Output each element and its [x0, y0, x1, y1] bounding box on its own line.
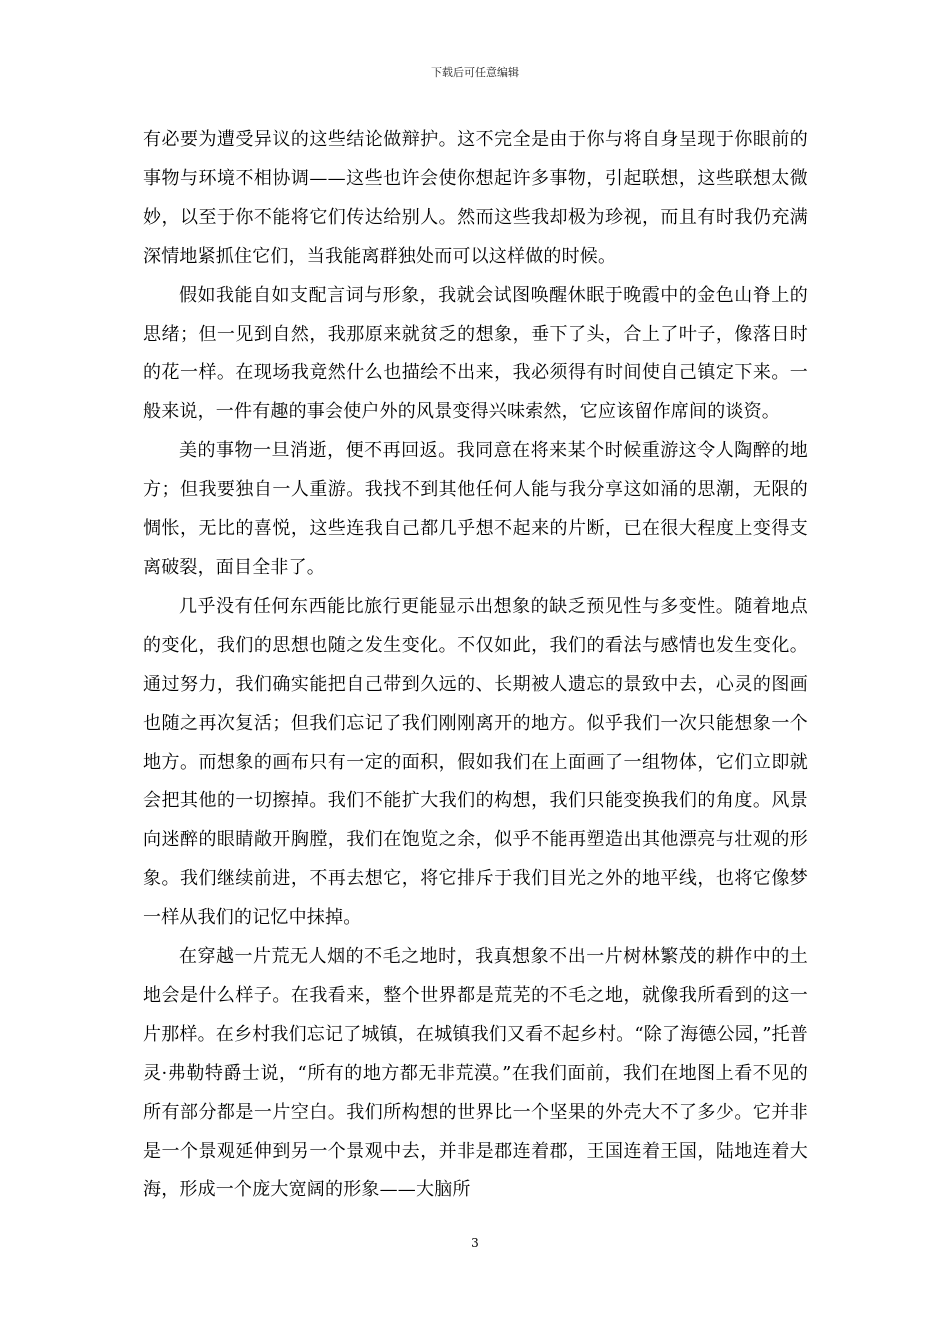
page-header: 下载后可任意编辑 [431, 66, 519, 79]
paragraph-3: 美的事物一旦消逝，便不再回返。我同意在将来某个时候重游这令人陶醉的地方；但我要独自一人重游。我找不到其他任何人能与我分享这如涌的思潮，无限的惆怅，无比的喜悦，这些连我自己都几乎想不起来的片断，已在很大程度上变得支离破裂，面目全非了。 [143, 440, 808, 578]
body-text [143, 121, 808, 1210]
paragraph-4: 几乎没有任何东西能比旅行更能显示出想象的缺乏预见性与多变性。随着地点的变化，我们的思想也随之发生变化。不仅如此，我们的看法与感情也发生变化。通过努力，我们确实能把自己带到久远的、长期被人遗忘的景致中去，心灵的图画也随之再次复活；但我们忘记了我们刚刚离开的地方。似乎我们一次只能想象一个地方。而想象的画布只有一定的面积，假如我们在上面画了一组物体，它们立即就会把其他的一切擦掉。我们不能扩大我们的构想，我们只能变换我们的角度。风景向迷醉的眼睛敞开胸膛，我们在饱览之余，似乎不能再塑造出其他漂亮与壮观的形象。我们继续前进，不再去想它，将它排斥于我们目光之外的地平线，也将它像梦一样从我们的记忆中抹掉。 [143, 595, 808, 929]
page-number: 3 [471, 1236, 479, 1250]
paragraph-2: 假如我能自如支配言词与形象，我就会试图唤醒休眠于晚霞中的金色山脊上的思绪；但一见到自然，我那原来就贫乏的想象，垂下了头，合上了叶子，像落日时的花一样。在现场我竟然什么也描绘不出来，我必须得有时间使自己镇定下来。一般来说，一件有趣的事会使户外的风景变得兴味索然，它应该留作席间的谈资。 [143, 284, 808, 423]
paragraph-5: 在穿越一片荒无人烟的不毛之地时，我真想象不出一片树林繁茂的耕作中的土地会是什么样子。在我看来，整个世界都是荒芜的不毛之地，就像我所看到的这一片那样。在乡村我们忘记了城镇，在城镇我们又看不起乡村。“除了海德公园，”托普灵·弗勒特爵士说，“所有的地方都无非荒漠。”在我们面前，我们在地图上看不见的所有部分都是一片空白。我们所构想的世界比一个坚果的外壳大不了多少。它并非是一个景观延伸到另一个景观中去，并非是郡连着郡，王国连着王国，陆地连着大海，形成一个庞大宽阔的形象——大脑所 [143, 946, 809, 1201]
paragraph-1: 有必要为遭受异议的这些结论做辩护。这不完全是由于你与将自身呈现于你眼前的事物与环境不相协调——这些也许会使你想起许多事物，引起联想，这些联想太微妙，以至于你不能将它们传达给别人。然而这些我却极为珍视，而且有时我仍充满深情地紧抓住它们，当我能离群独处而可以这样做的时候。 [143, 129, 808, 267]
